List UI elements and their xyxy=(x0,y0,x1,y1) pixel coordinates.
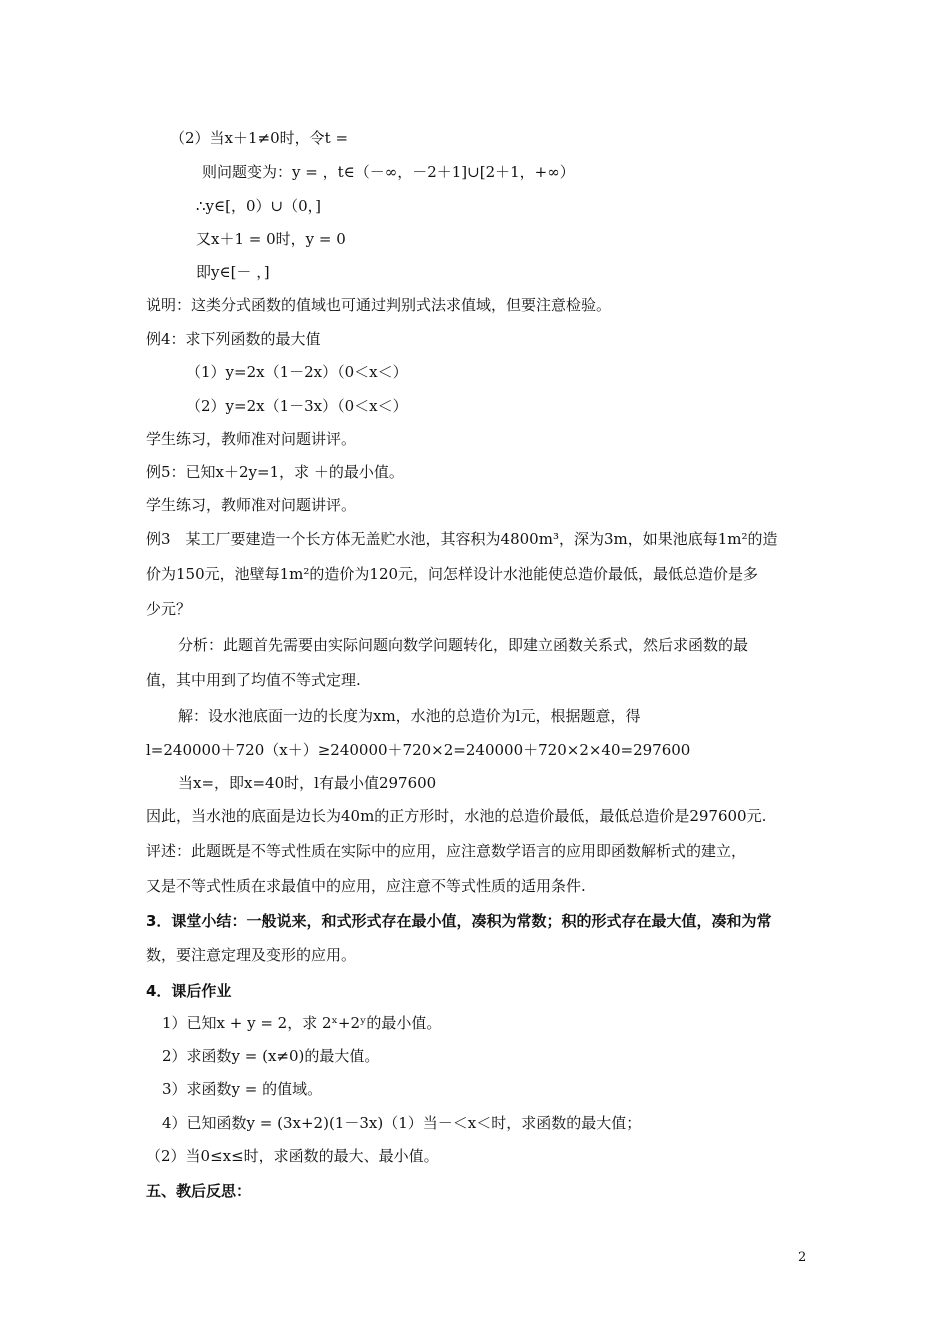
line-8: （1）y=2x（1－2x）（0＜x＜） xyxy=(186,363,408,381)
page-number: 2 xyxy=(798,1250,807,1265)
line-1: （2）当x＋1≠0时，令t = xyxy=(170,129,349,147)
line-12: 学生练习，教师准对问题讲评。 xyxy=(146,496,357,514)
line-3: ∴y∈[，0）∪（0，] xyxy=(196,197,321,215)
line-32: 五、教后反思： xyxy=(146,1182,252,1200)
line-25: 数，要注意定理及变形的应用。 xyxy=(146,946,357,964)
line-30: 4）已知函数y = (3x+2)(1－3x)（1）当－＜x＜时，求函数的最大值； xyxy=(162,1114,642,1132)
line-29: 3）求函数y = 的值域。 xyxy=(162,1080,323,1098)
line-21: 因此，当水池的底面是边长为40m的正方形时，水池的总造价最低，最低总造价是297600元. xyxy=(146,807,767,825)
line-5: 即y∈[－ ，] xyxy=(196,263,270,281)
line-19: l=240000＋720（x＋）≥240000＋720×2=240000＋720×2×40=297600 xyxy=(146,741,691,759)
line-18: 解：设水池底面一边的长度为xm，水池的总造价为l元，根据题意，得 xyxy=(178,707,641,725)
line-14: 价为150元，池壁每1m²的造价为120元，问怎样设计水池能使总造价最低，最低总造价是多 xyxy=(146,565,759,583)
line-9: （2）y=2x（1－3x）（0＜x＜） xyxy=(186,397,408,415)
line-17: 值，其中用到了均值不等式定理. xyxy=(146,671,361,689)
line-13: 例3 某工厂要建造一个长方体无盖贮水池，其容积为4800m³，深为3m，如果池底每1m²的造 xyxy=(146,530,778,548)
line-20: 当x=，即x=40时，l有最小值297600 xyxy=(178,774,437,792)
line-10: 学生练习，教师准对问题讲评。 xyxy=(146,430,357,448)
line-28: 2）求函数y = (x≠0)的最大值。 xyxy=(162,1047,380,1065)
line-24: 3．课堂小结：一般说来，和式形式存在最小值，凑积为常数；积的形式存在最大值，凑和为常 xyxy=(146,912,772,930)
line-6: 说明：这类分式函数的值域也可通过判别式法求值域，但要注意检验。 xyxy=(146,296,612,314)
line-23: 又是不等式性质在求最值中的应用，应注意不等式性质的适用条件. xyxy=(146,877,586,895)
line-7: 例4：求下列函数的最大值 xyxy=(146,330,321,348)
line-2: 则问题变为：y = ，t∈（－∞，－2＋1]∪[2＋1，+∞） xyxy=(202,163,575,181)
line-11: 例5：已知x＋2y=1，求 ＋的最小值。 xyxy=(146,463,404,481)
line-22: 评述：此题既是不等式性质在实际中的应用，应注意数学语言的应用即函数解析式的建立， xyxy=(146,842,747,860)
line-27: 1）已知x + y = 2，求 2ˣ+2ʸ的最小值。 xyxy=(162,1014,442,1032)
line-15: 少元？ xyxy=(146,600,192,618)
line-4: 又x＋1 = 0时，y = 0 xyxy=(196,230,346,248)
line-16: 分析：此题首先需要由实际问题向数学问题转化，即建立函数关系式，然后求函数的最 xyxy=(178,636,749,654)
line-26: 4．课后作业 xyxy=(146,982,232,1000)
line-31: （2）当0≤x≤时，求函数的最大、最小值。 xyxy=(146,1147,439,1165)
